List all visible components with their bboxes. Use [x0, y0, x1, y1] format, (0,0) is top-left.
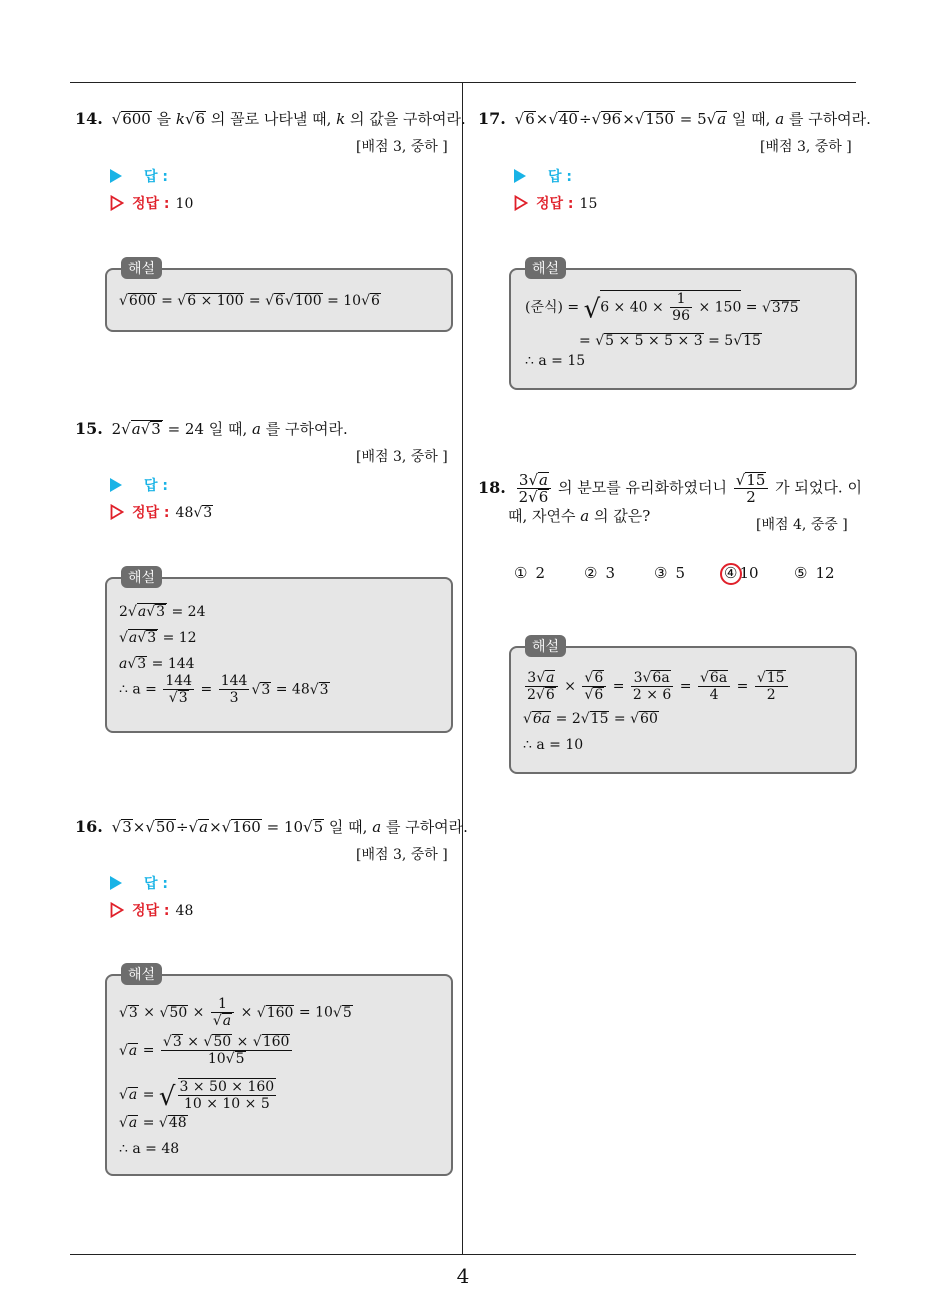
radicand: 3: [147, 630, 157, 646]
coef: 2: [119, 604, 128, 620]
radicand: 15: [743, 333, 761, 349]
explanation-line-1: 2√a√3 = 24: [119, 604, 206, 620]
numerator: 1: [670, 291, 692, 308]
denominator: 2: [766, 687, 776, 703]
op: ×: [209, 818, 222, 836]
text: 때, 자연수: [508, 507, 581, 525]
radicand: 15: [590, 711, 609, 727]
var-k: k: [175, 110, 185, 128]
coef: 3: [527, 670, 537, 686]
op: ×: [138, 1004, 160, 1021]
problem-15-score: [배점 3, 중하 ]: [356, 449, 448, 465]
explanation-line-5: ∴ a = 48: [119, 1141, 180, 1157]
radicand: 6: [525, 110, 535, 128]
choice-value: 2: [535, 564, 545, 582]
problem-number: 14.: [75, 109, 103, 128]
radicand: 6a: [709, 670, 728, 686]
eq: =: [741, 299, 762, 316]
problem-15-answer-blank: [110, 475, 168, 495]
radicand: 600: [122, 110, 151, 128]
coef: 3: [518, 471, 529, 489]
problem-18-question-line-1: 18. $\frac{3√a}{2√6}$ 의 분모를 유리화하였더니 $\frac{√15}{2}$ 가 되었다. 이: [478, 471, 862, 506]
eq: =: [138, 1042, 159, 1059]
text: 일 때,: [324, 818, 373, 836]
text: 를 구하여라.: [261, 420, 348, 438]
problem-14-question: 14. √600 을 k√6 의 꼴로 나타낼 때, k 의 값을 구하여라.: [75, 109, 466, 128]
radicand: 50: [155, 818, 175, 836]
var-a: a: [546, 670, 555, 686]
play-icon: [110, 169, 122, 183]
problem-14-score: [배점 3, 중하 ]: [356, 139, 448, 155]
problem-14: [75, 108, 466, 130]
text: = 12: [158, 630, 197, 646]
radicand: 3: [128, 1004, 138, 1021]
coef: 2: [527, 687, 536, 703]
problem-16-score: [배점 3, 중하 ]: [356, 847, 448, 863]
problem-17-explanation: [509, 261, 857, 390]
header-rule: [70, 82, 856, 83]
text: 를 구하여라.: [381, 818, 468, 836]
var-a: a: [128, 1115, 138, 1131]
radicand: 5 × 5 × 5 × 3: [605, 333, 703, 349]
explanation-tag: 해설: [121, 566, 162, 588]
text: = 48: [271, 681, 310, 698]
text: 의 값은?: [589, 507, 651, 525]
numerator: 1: [211, 996, 234, 1013]
radicand: 6a: [652, 670, 670, 686]
page-number: 4: [456, 1264, 470, 1288]
var-a: a: [372, 818, 382, 836]
play-icon: [110, 478, 122, 492]
text: = 24: [167, 604, 206, 620]
numerator: 3 × 50 × 160: [179, 1079, 275, 1095]
radicand: 15: [766, 670, 785, 686]
var-a: a: [199, 818, 209, 836]
explanation-line-1: (준식) = √6 × 40 × $\frac{1}{96}$ × 150 = √375: [525, 291, 799, 325]
coef: 10: [207, 1051, 226, 1067]
eq: =: [579, 333, 596, 349]
text: = 24 일 때,: [162, 420, 253, 438]
choice-option[interactable]: [584, 564, 615, 582]
problem-14-answer-blank: [110, 166, 168, 186]
text: ∴ a =: [119, 681, 162, 698]
text: × 150: [694, 299, 742, 316]
answer-value: 48: [175, 505, 194, 521]
op: ×: [236, 1004, 257, 1021]
numerator: 144: [220, 673, 248, 689]
radicand: 6: [538, 488, 549, 506]
coef: 3: [633, 670, 643, 686]
radicand: 6: [371, 293, 380, 309]
op: ×: [559, 678, 581, 695]
radicand: 3: [137, 656, 147, 672]
choice-mark: ⑤: [794, 564, 808, 582]
problem-15-question: 15. 2√a√3 = 24 일 때, a 를 구하여라.: [75, 419, 348, 438]
var-a: a: [222, 1013, 232, 1029]
eq: =: [156, 293, 178, 309]
radicand: 5: [313, 818, 324, 836]
coef: 2: [518, 488, 529, 506]
explanation-line-4: √a = √48: [119, 1115, 187, 1131]
radicand: 6: [195, 110, 206, 128]
problem-15-correct-answer: 정답 : 48√3: [110, 502, 213, 522]
eq: =: [608, 678, 629, 695]
selected-answer-circle: [720, 563, 742, 585]
explanation-line-3: a√3 = 144: [119, 656, 195, 672]
explanation-line-1: $\frac{3√a}{2√6}$ × $\frac{√6}{√6}$ = $\frac{3√6a}{2 \times 6}$ = $\frac{√6a}{4}$ = $\frac{√15}{2}$: [523, 670, 790, 703]
eq: =: [138, 1087, 159, 1103]
problem-18-score: [배점 4, 중중 ]: [756, 517, 848, 533]
problem-16-correct-answer: [110, 900, 193, 920]
radicand: 6: [275, 293, 284, 309]
var-a: a: [131, 420, 141, 438]
text: (준식) =: [525, 299, 584, 316]
choice-value: 3: [605, 564, 615, 582]
answer-value: 10: [175, 196, 194, 212]
radicand: 6: [594, 687, 604, 703]
answer-label: 답 :: [144, 876, 168, 892]
radicand: 6: [545, 687, 555, 703]
problem-16-answer-blank: [110, 873, 168, 893]
radicand: 3: [122, 818, 132, 836]
var-a: a: [119, 656, 128, 672]
correct-label: 정답 :: [132, 903, 170, 919]
var-a: a: [252, 420, 261, 438]
text: 6 × 40 ×: [600, 299, 669, 316]
correct-label: 정답 :: [536, 196, 574, 212]
problem-14-explanation: [105, 261, 453, 332]
var-a: a: [580, 507, 590, 525]
eq: =: [732, 678, 753, 695]
radicand: 3: [156, 604, 166, 620]
outline-triangle-icon: [110, 902, 124, 918]
op: ×: [132, 818, 146, 836]
denominator: 2 × 6: [632, 687, 672, 703]
problem-17: [478, 108, 871, 130]
radicand: 100: [294, 293, 322, 309]
var-a: a: [128, 1042, 138, 1059]
choice-option[interactable]: [654, 564, 685, 582]
radicand: 6: [594, 670, 604, 686]
var-a: a: [128, 1087, 138, 1103]
explanation-line-1: √3 × √50 × $\frac{1}{√a}$ × √160 = 10√5: [119, 996, 352, 1029]
answer-value: 48: [175, 903, 194, 919]
text: 의 꼴로 나타낼 때,: [206, 110, 337, 128]
op: ×: [535, 110, 549, 128]
radicand: 150: [645, 110, 674, 128]
text: = 5: [674, 110, 707, 128]
radicand: 160: [262, 1034, 290, 1050]
radicand: 160: [266, 1004, 294, 1021]
outline-triangle-icon: [514, 195, 528, 211]
eq: =: [138, 1115, 159, 1131]
text: = 10: [294, 1004, 333, 1021]
problem-16-question: 16. √3×√50÷√a×√160 = 10√5 일 때, a 를 구하여라.: [75, 817, 468, 836]
choice-mark: ③: [654, 564, 668, 582]
problem-17-correct-answer: [514, 193, 597, 213]
footer-rule: [70, 1254, 856, 1255]
problem-17-answer-blank: [514, 166, 572, 186]
explanation-line-2: √a√3 = 12: [119, 630, 197, 646]
radicand: 3: [203, 505, 213, 521]
answer-label: 답 :: [144, 169, 168, 185]
text: = 10: [261, 818, 304, 836]
radicand: 50: [213, 1034, 232, 1050]
op: ×: [182, 1034, 204, 1050]
coef: 10: [343, 293, 362, 309]
choice-option[interactable]: [794, 564, 835, 582]
text: 가 되었다. 이: [770, 478, 862, 497]
correct-label: 정답 :: [132, 196, 170, 212]
radicand: 160: [232, 818, 261, 836]
op: ×: [232, 1034, 253, 1050]
op: ÷: [578, 110, 592, 128]
radicand: 48: [168, 1115, 187, 1131]
op: ×: [188, 1004, 209, 1021]
text: 을: [151, 110, 176, 128]
op: ×: [622, 110, 635, 128]
radicand: 50: [169, 1004, 188, 1021]
eq: =: [244, 293, 266, 309]
eq: =: [609, 711, 631, 727]
var-a: a: [128, 630, 138, 646]
radicand: 5: [342, 1004, 352, 1021]
text: = 144: [147, 656, 195, 672]
denominator: 10 × 10 × 5: [183, 1096, 270, 1112]
var-a: a: [539, 471, 548, 489]
explanation-line-2: √a = $\frac{√3 \times √50 \times √160}{10√5}$: [119, 1034, 294, 1067]
radicand: 3: [319, 681, 329, 698]
text: 일 때,: [727, 110, 776, 128]
radicand: 15: [746, 471, 766, 489]
radicand: 3: [172, 1034, 182, 1050]
play-icon: [514, 169, 526, 183]
choice-option[interactable]: [514, 564, 545, 582]
radicand: 3: [261, 681, 271, 698]
problem-number: 17.: [478, 109, 506, 128]
radicand: 3: [151, 420, 161, 438]
radicand: 40: [558, 110, 578, 128]
radicand: 375: [771, 299, 799, 316]
explanation-tag: 해설: [121, 257, 162, 279]
text: 의 분모를 유리화하였더니: [553, 478, 732, 497]
eq: =: [196, 681, 217, 698]
problem-17-question: 17. √6×√40÷√96×√150 = 5√a 일 때, a 를 구하여라.: [478, 109, 871, 128]
radicand: 6a: [532, 711, 551, 727]
radicand: 600: [128, 293, 156, 309]
var-k: k: [336, 110, 346, 128]
var-a: a: [717, 110, 727, 128]
var-a: a: [775, 110, 785, 128]
answer-label: 답 :: [548, 169, 572, 185]
text: = 5: [703, 333, 734, 349]
play-icon: [110, 876, 122, 890]
problem-15: [75, 418, 348, 440]
explanation-tag: 해설: [121, 963, 162, 985]
problem-18-explanation: [509, 639, 857, 774]
explanation-line-2: √6a = 2√15 = √60: [523, 711, 658, 727]
coef: 2: [111, 420, 122, 438]
problem-16-explanation: [105, 967, 453, 1176]
choice-mark: ④: [724, 564, 738, 582]
text: = 2: [551, 711, 581, 727]
problem-15-explanation: [105, 570, 453, 733]
radicand: 3: [178, 690, 188, 706]
eq: =: [322, 293, 344, 309]
choice-mark: ②: [584, 564, 598, 582]
explanation-line-4: ∴ a = $\frac{144}{√3}$ = $\frac{144}{3}$ √3 = 48√3: [119, 673, 329, 706]
explanation-line-3: ∴ a = 10: [523, 737, 584, 753]
problem-number: 16.: [75, 817, 103, 836]
correct-label: 정답 :: [132, 505, 170, 521]
choice-mark: ①: [514, 564, 528, 582]
problem-number: 15.: [75, 419, 103, 438]
eq: =: [675, 678, 696, 695]
choice-value: 10: [739, 564, 759, 582]
denominator: 4: [709, 687, 719, 703]
problem-number: 18.: [478, 477, 506, 497]
var-a: a: [137, 604, 147, 620]
explanation-tag: 해설: [525, 257, 566, 279]
answer-value: 15: [579, 196, 598, 212]
outline-triangle-icon: [110, 195, 124, 211]
radicand: 96: [602, 110, 622, 128]
explanation-line-3: ∴ a = 15: [525, 353, 586, 369]
problem-17-score: [배점 3, 중하 ]: [760, 139, 852, 155]
column-divider: [462, 83, 463, 1254]
radicand: 60: [640, 711, 658, 727]
radicand: 6 × 100: [187, 293, 244, 309]
answer-label: 답 :: [144, 478, 168, 494]
denominator: 3: [229, 690, 239, 706]
op: ÷: [175, 818, 189, 836]
denominator: 2: [746, 488, 756, 506]
text: 를 구하여라.: [784, 110, 871, 128]
choice-value: 12: [815, 564, 835, 582]
explanation-line-3: √a = √ $\frac{3 \times 50 \times 160}{10 \times 10 \times 5}$: [119, 1079, 275, 1112]
numerator: 144: [165, 673, 193, 689]
text: 의 값을 구하여라.: [345, 110, 466, 128]
radicand: 5: [235, 1051, 245, 1067]
explanation-line: √600 = √6 × 100 = √6√100 = 10√6: [119, 293, 380, 309]
denominator: 96: [672, 308, 690, 324]
choice-value: 5: [675, 564, 685, 582]
explanation-tag: 해설: [525, 635, 566, 657]
explanation-line-2: = √5 × 5 × 5 × 3 = 5√15: [579, 333, 761, 349]
problem-16: [75, 816, 468, 838]
problem-14-correct-answer: [110, 193, 193, 213]
outline-triangle-icon: [110, 504, 124, 520]
